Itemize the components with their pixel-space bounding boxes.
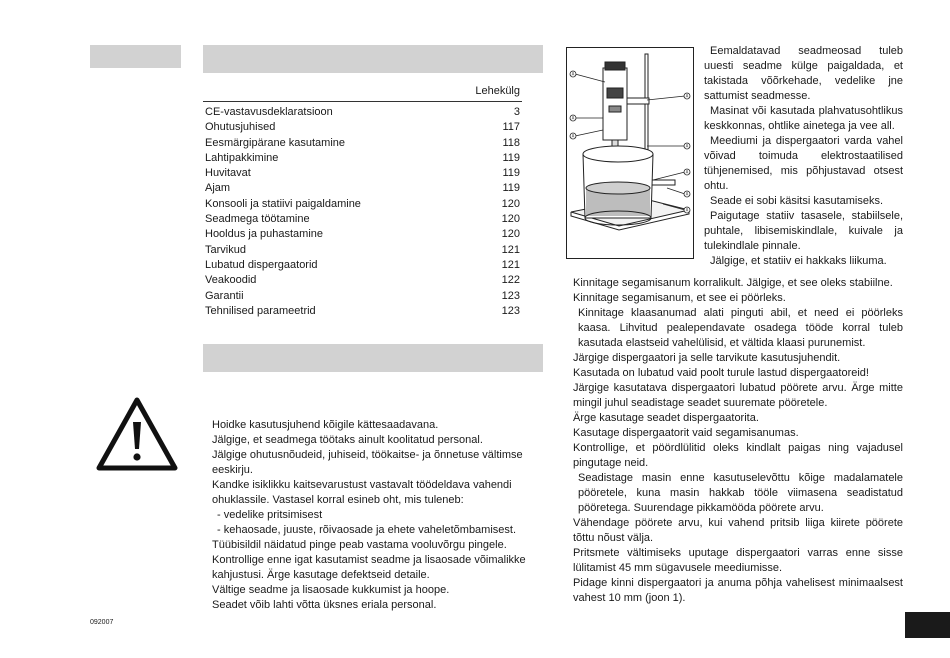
toc-item-page: 120	[501, 197, 520, 210]
toc-item-label: Ajam	[205, 182, 231, 195]
toc-item-page: 119	[502, 167, 520, 180]
figure-callout: A	[571, 71, 575, 77]
toc-item	[205, 304, 520, 319]
safety-instructions-left	[212, 418, 542, 613]
toc-item	[205, 212, 520, 227]
safety-item: Seadistage masin enne kasutuselevõttu kõige madalamatele pööretele, kuna masin hakkab tööle viimasena seadistatud pööretega. Suurendage pikkamööda pöörete arvu.	[578, 472, 903, 514]
safety-item: Jälgige, et statiiv ei hakkaks liikuma.	[710, 255, 887, 267]
toc-item	[205, 227, 520, 242]
safety-item: Hoidke kasutusjuhend kõigile kättesaadavana.	[212, 419, 439, 431]
safety-item: Kinnitage segamisanum korralikult. Jälgige, et see oleks stabiilne.	[573, 277, 893, 289]
toc-divider	[203, 101, 522, 102]
toc-item-label: Tarvikud	[205, 243, 246, 256]
toc-item-page: 123	[501, 304, 520, 317]
toc-item-page: 118	[502, 136, 520, 149]
safety-item: Jälgige ohutusnõudeid, juhiseid, töökaitse- ja õnnetuse vältimse eeskirju.	[212, 449, 523, 476]
toc-item-page: 122	[501, 274, 520, 287]
safety-subitem: - vedelike pritsimisest	[217, 509, 323, 521]
safety-item: Vältige seadme ja lisaosade kukkumist ja hoope.	[212, 584, 450, 596]
toc-item-label: Seadmega töötamine	[205, 213, 310, 226]
toc-item	[205, 105, 520, 120]
toc-item	[205, 243, 520, 258]
document-code: 092007	[90, 619, 114, 626]
figure-callout: A	[571, 115, 575, 121]
language-tab	[90, 45, 181, 68]
safety-item: Ärge kasutage seadet dispergaatorita.	[573, 412, 759, 424]
safety-item: Meediumi ja dispergaatori varda vahel võivad toimuda elektrostaatilised tühjenemised, mis põhjustavad otsest ohtu.	[704, 135, 903, 192]
toc-item-label: Konsooli ja statiivi paigaldamine	[205, 197, 361, 210]
toc-item-page: 117	[502, 121, 520, 134]
toc-item	[205, 289, 520, 304]
figure-callout: A	[685, 191, 689, 197]
table-of-contents	[205, 105, 520, 319]
toc-item	[205, 166, 520, 181]
safety-item: Kinnitage klaasanumad alati pinguti abil, et need ei pöörleks kaasa. Lihvitud pealependavate osadega tööde korral tuleb kasutada elastseid vahelülisid, et vältida klaasi purunemist.	[578, 307, 903, 349]
toc-item-label: Lubatud dispergaatorid	[205, 258, 318, 271]
page-marker-tab	[905, 612, 950, 638]
toc-item-label: Veakoodid	[205, 274, 257, 287]
safety-item: Seadet võib lahti võtta üksnes eriala personal.	[212, 599, 437, 611]
toc-item-label: Huvitavat	[205, 167, 251, 180]
safety-item: Tüübisildil näidatud pinge peab vastama vooluvõrgu pingele.	[212, 539, 507, 551]
safety-item: Masinat või kasutada plahvatusohtlikus keskkonnas, ohtlike ainetega ja vee all.	[704, 105, 903, 132]
safety-item: Pritsmete vältimiseks uputage dispergaatori varras enne sisse lülitamist 45 mm sügavusele meediumisse.	[573, 547, 903, 574]
toc-item-label: Hooldus ja puhastamine	[205, 228, 324, 241]
safety-title-bar	[203, 344, 543, 372]
device-figure	[566, 47, 694, 259]
toc-page-header: Lehekülg	[475, 85, 520, 97]
figure-callout: A	[685, 169, 689, 175]
toc-item-label: Ohutusjuhised	[205, 121, 276, 134]
safety-item: Jälgige, et seadmega töötaks ainult koolitatud personal.	[212, 434, 483, 446]
toc-item-page: 123	[501, 289, 520, 302]
safety-instructions-right-bottom	[573, 276, 903, 606]
safety-item: Kasutada on lubatud vaid poolt turule lastud dispergaatoreid!	[573, 367, 869, 379]
toc-item	[205, 120, 520, 135]
toc-item-label: Tehnilised parameetrid	[205, 304, 316, 317]
safety-item: Pidage kinni dispergaatori ja anuma põhja vahelisest minimaalsest vahest 10 mm (joon 1).	[573, 577, 903, 604]
safety-item: Kandke isiklikku kaitsevarustust vastavalt töödeldava vahendi ohuklassile. Vastasel korral esineb oht, mis tuleneb:	[212, 479, 512, 506]
toc-item	[205, 273, 520, 288]
toc-item-page: 3	[513, 106, 520, 118]
toc-item-page: 121	[501, 258, 520, 271]
safety-item: Kinnitage segamisanum, et see ei pöörleks.	[573, 292, 786, 304]
warning-icon	[95, 396, 179, 472]
toc-item-label: Eesmärgipärane kasutamine	[205, 136, 346, 149]
safety-item: Seade ei sobi käsitsi kasutamiseks.	[710, 195, 884, 207]
safety-item: Paigutage statiiv tasasele, stabiilsele, puhtale, libisemiskindlale, kuivale ja tulekindlale pinnale.	[704, 210, 903, 252]
safety-instructions-right-top	[704, 44, 903, 269]
safety-item: Järgige kasutatava dispergaatori lubatud pöörete arvu. Ärge mitte mingil juhul seadistage seadet suuremate pööretele.	[573, 382, 903, 409]
toc-item-page: 120	[501, 213, 520, 226]
toc-item-page: 119	[502, 182, 520, 195]
figure-callout: A	[685, 143, 689, 149]
safety-item: Eemaldatavad seadmeosad tuleb uuesti seadme külge paigaldada, et takistada võõrkehade, vedelike jne sattumist seadmesse.	[704, 45, 903, 102]
safety-subitem: - kehaosade, juuste, rõivaosade ja ehete vaheletõmbamisest.	[217, 524, 517, 536]
toc-item	[205, 197, 520, 212]
safety-item: Kasutage dispergaatorit vaid segamisanumas.	[573, 427, 799, 439]
toc-item-label: CE-vastavusdeklaratsioon	[205, 106, 333, 118]
figure-callout: A	[685, 207, 689, 213]
safety-item: Kontrollige enne igat kasutamist seadme ja lisaosade võimalikke kahjustusi. Ärge kasutage defektseid detaile.	[212, 554, 526, 581]
toc-item-page: 121	[501, 243, 520, 256]
figure-callout: A	[571, 133, 575, 139]
figure-callout: A	[685, 93, 689, 99]
toc-item-label: Lahtipakkimine	[205, 151, 279, 164]
toc-title-bar	[203, 45, 543, 73]
toc-item-label: Garantii	[205, 289, 244, 302]
safety-item: Järgige dispergaatori ja selle tarvikute kasutusjuhendit.	[573, 352, 841, 364]
toc-item-page: 119	[502, 151, 520, 164]
toc-item	[205, 136, 520, 151]
toc-item-page: 120	[501, 228, 520, 241]
safety-item: Kontrollige, et pöördlülitid oleks kindlalt paigas ning vajadusel pingutage neid.	[573, 442, 903, 469]
toc-item	[205, 151, 520, 166]
toc-item	[205, 258, 520, 273]
toc-item	[205, 181, 520, 196]
safety-item: Vähendage pöörete arvu, kui vahend pritsib liiga kiirete pöörete tõttu nõust välja.	[573, 517, 903, 544]
